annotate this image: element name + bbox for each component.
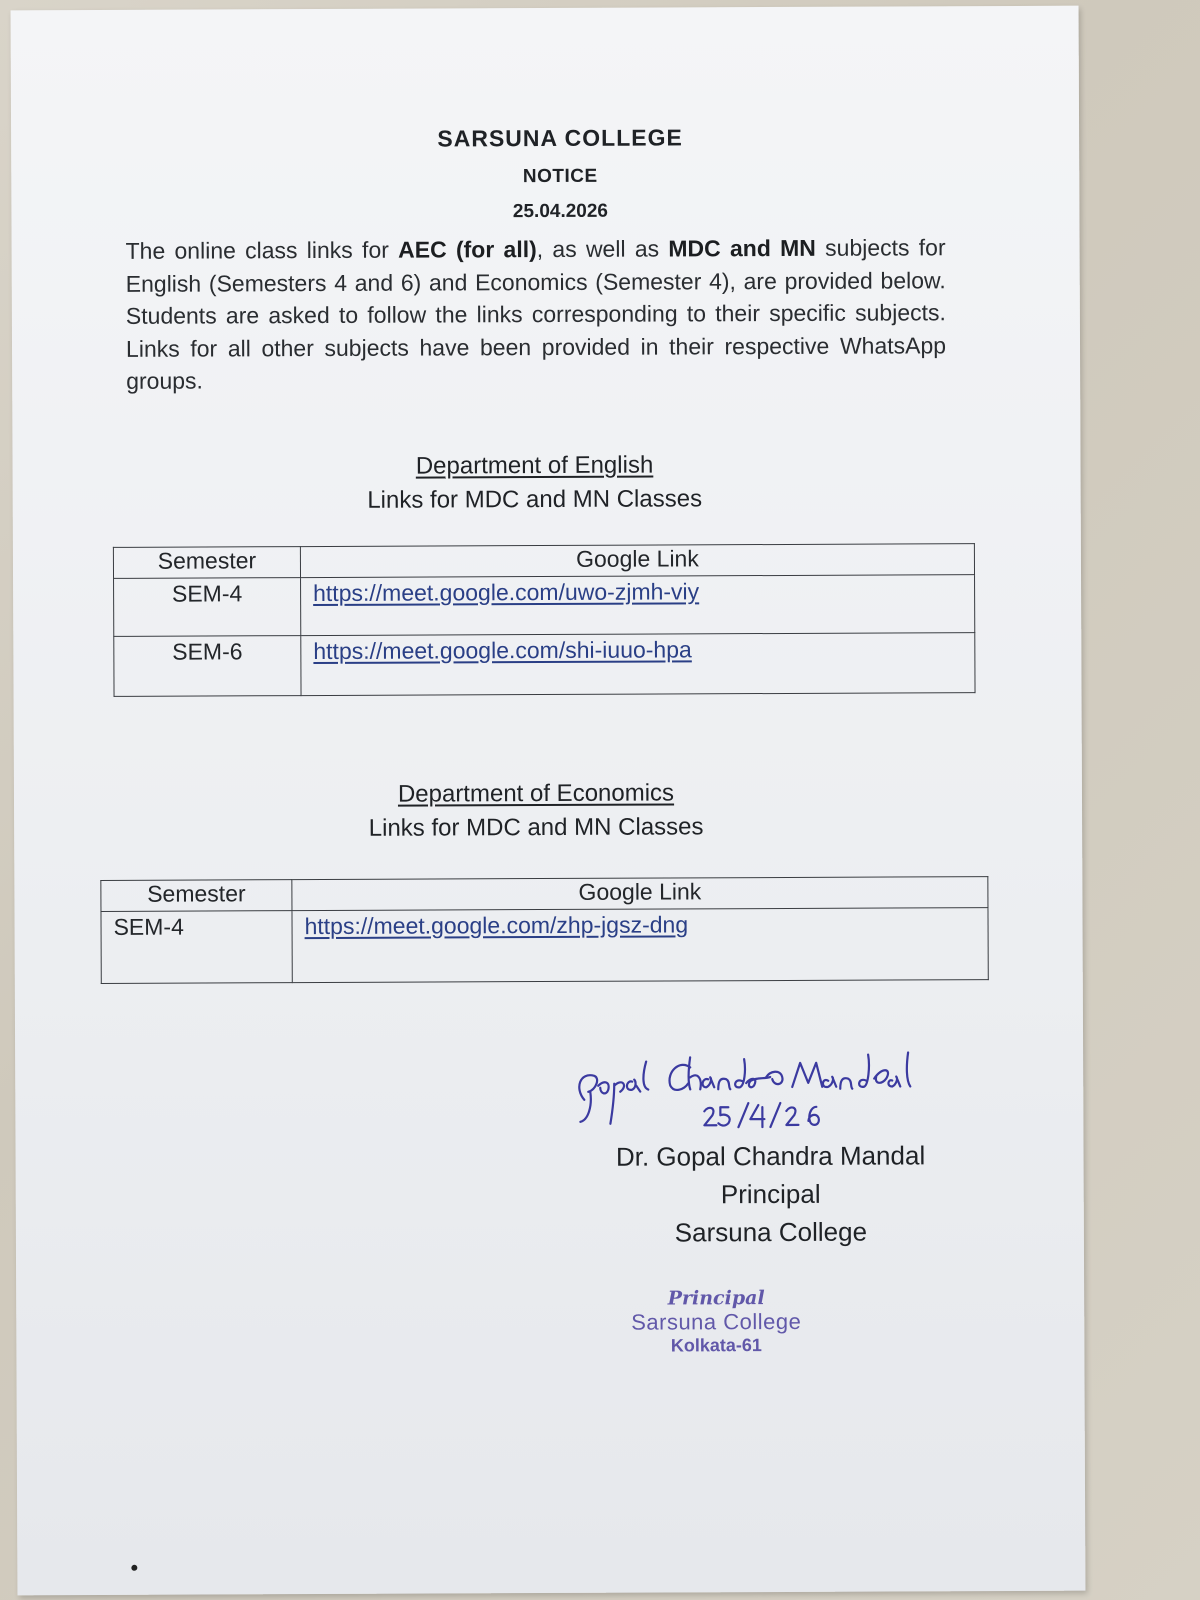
english-dept-title: Department of English — [415, 451, 654, 480]
stamp-line-3: Kolkata-61 — [670, 1335, 762, 1356]
english-dept-subtitle: Links for MDC and MN Classes — [367, 485, 703, 514]
col-semester-header: Semester — [113, 547, 300, 579]
signer-role: Principal — [720, 1178, 821, 1210]
english-links-table — [113, 543, 976, 697]
table-row — [114, 575, 975, 637]
semester-cell: SEM-6 — [114, 636, 301, 697]
body-text-1: The online class links for — [125, 236, 399, 264]
economics-dept-title: Department of Economics — [397, 779, 675, 808]
stamp-line-2: Sarsuna College — [631, 1308, 802, 1335]
col-link-header: Google Link — [300, 544, 974, 578]
notice-date: 25.04.2026 — [512, 200, 609, 223]
table-header-row — [113, 544, 974, 579]
signature-svg — [570, 1026, 970, 1138]
college-name: SARSUNA COLLEGE — [437, 124, 683, 152]
economics-links-table — [100, 876, 988, 984]
col-link-header: Google Link — [292, 877, 988, 911]
link-cell — [301, 575, 975, 636]
semester-cell: SEM-4 — [114, 578, 301, 637]
paper-speck — [131, 1565, 137, 1571]
body-text-2: , as well as — [536, 235, 669, 263]
notice-paper — [11, 6, 1086, 1596]
col-semester-header: Semester — [101, 880, 292, 912]
table-header-row — [101, 877, 988, 912]
meet-link[interactable]: https://meet.google.com/uwo-zjmh-viy — [313, 578, 700, 607]
semester-cell: SEM-4 — [101, 911, 292, 984]
signer-name: Dr. Gopal Chandra Mandal — [615, 1140, 926, 1172]
notice-heading: NOTICE — [522, 165, 598, 188]
table-row — [114, 633, 975, 697]
meet-link[interactable]: https://meet.google.com/shi-iuuo-hpa — [313, 636, 692, 665]
official-stamp — [621, 1287, 811, 1357]
handwritten-signature — [570, 1026, 970, 1143]
body-text-3: subjects for English (Semesters 4 and 6) and Economics (Semester 4), are provided below. Students are asked to follow the links corresponding to their specific subjects. Links for all other subjects have been provided in their respective WhatsApp groups. — [125, 234, 947, 394]
table-row — [101, 908, 988, 984]
body-bold-aec: AEC (for all) — [398, 236, 537, 263]
body-bold-mdc-mn: MDC and MN — [668, 234, 816, 262]
meet-link[interactable]: https://meet.google.com/zhp-jgsz-dng — [304, 911, 689, 940]
economics-dept-heading — [326, 779, 746, 843]
notice-body — [126, 231, 947, 397]
economics-dept-subtitle: Links for MDC and MN Classes — [368, 813, 704, 842]
link-cell — [292, 908, 988, 983]
stamp-line-1: Principal — [667, 1287, 765, 1310]
english-dept-heading — [324, 451, 744, 515]
signer-institution: Sarsuna College — [674, 1216, 868, 1248]
link-cell — [301, 633, 975, 696]
